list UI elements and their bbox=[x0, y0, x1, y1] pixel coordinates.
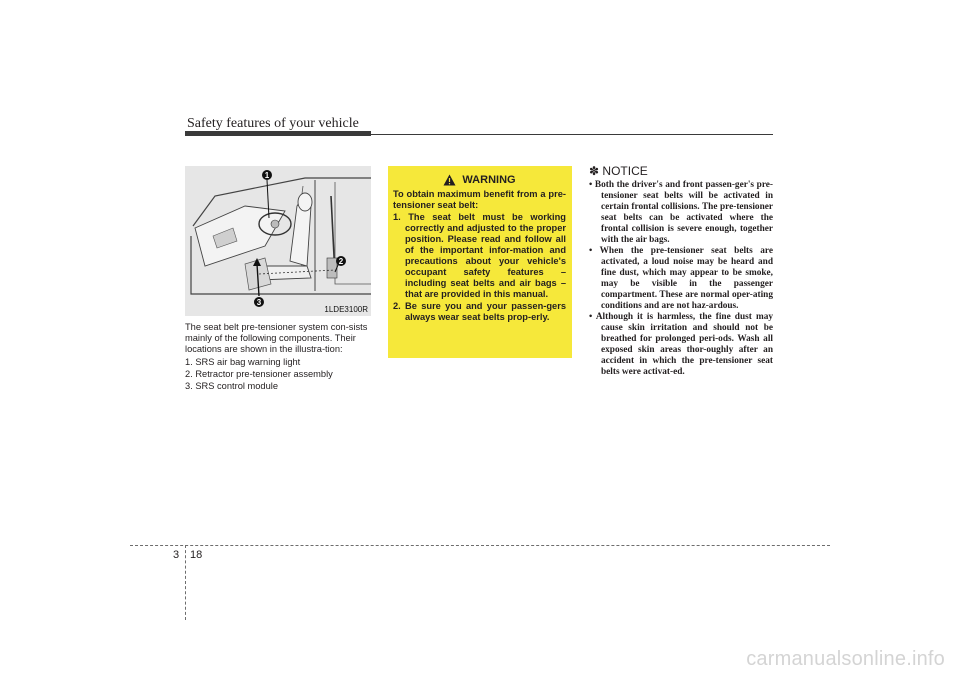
component-item: 1. SRS air bag warning light bbox=[185, 357, 301, 367]
warning-item: 1. The seat belt must be working correctly and adjusted to the proper position. Please read and follow all of the important infor-mation and precautions about your vehicle's occupant safety features – including seat belts and air bags – that are provided in this manual. bbox=[393, 212, 566, 299]
warning-header bbox=[393, 174, 566, 186]
section-title: Safety features of your vehicle bbox=[187, 116, 359, 131]
notice-title: NOTICE bbox=[602, 164, 648, 178]
marker-1: 1 bbox=[264, 171, 270, 180]
footer-rule bbox=[130, 545, 830, 546]
header-rule bbox=[185, 134, 773, 135]
warning-triangle-icon bbox=[443, 174, 456, 186]
figure-code: 1LDE3100R bbox=[324, 305, 368, 314]
warning-intro: To obtain maximum benefit from a pre-tensioner seat belt: bbox=[393, 189, 566, 210]
notice-bullet: • Both the driver's and front passen-ger's pre-tensioner seat belts will be activated in certain frontal collisions. The pre-tensioner seat belts can be activated where the frontal collision is severe enough, together with the air bags. bbox=[589, 180, 773, 245]
marker-3: 3 bbox=[256, 298, 262, 307]
notice-bullet: • When the pre-tensioner seat belts are activated, a loud noise may be heard and fine dust, which may appear to be smoke, may be visible in the passenger compartment. These are normal oper-ating conditions and are not haz-ardous. bbox=[589, 246, 773, 311]
chapter-number: 3 bbox=[173, 549, 180, 561]
warning-item: 2. Be sure you and your passen-gers always wear seat belts prop-erly. bbox=[393, 301, 566, 322]
illustration-drawing bbox=[185, 166, 371, 316]
site-watermark: carmanualsonline.info bbox=[746, 648, 945, 670]
warning-title: WARNING bbox=[462, 173, 516, 186]
notice-section bbox=[589, 166, 773, 378]
page-number: 18 bbox=[190, 549, 203, 561]
component-item: 2. Retractor pre-tensioner assembly bbox=[185, 369, 333, 379]
component-list bbox=[185, 357, 372, 392]
notice-header bbox=[589, 166, 773, 177]
marker-2: 2 bbox=[338, 257, 344, 266]
component-item: 3. SRS control module bbox=[185, 381, 279, 391]
caption-intro: The seat belt pre-tensioner system con-sists mainly of the following components. Their locations are shown in the illustra-tion: bbox=[185, 322, 368, 354]
notice-bullet: • Although it is harmless, the fine dust may cause skin irritation and should not be breathed for prolonged peri-ods. Wash all exposed skin areas thor-oughly after an accident in which the pre-tensioner seat belts were activat-ed. bbox=[589, 312, 773, 377]
footer-divider bbox=[185, 545, 186, 620]
warning-box bbox=[388, 166, 572, 358]
car-interior-illustration bbox=[185, 166, 371, 316]
figure-caption bbox=[185, 322, 372, 393]
notice-asterisk-icon: ✽ bbox=[589, 164, 600, 178]
